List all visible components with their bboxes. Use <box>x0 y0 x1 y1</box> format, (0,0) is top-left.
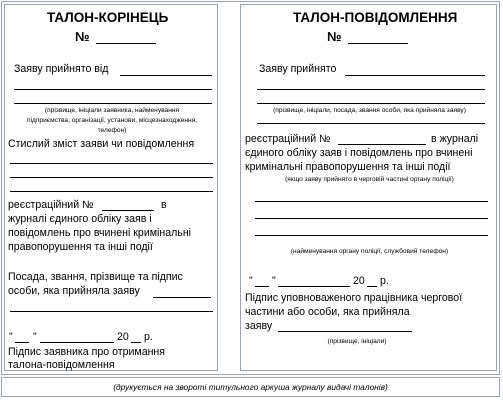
stub-signature-line-2: талона-повідомлення <box>8 359 115 371</box>
notice-date-quote-close: " <box>272 275 276 287</box>
notice-reg-line-3: кримінальні правопорушення та інші події <box>245 161 451 173</box>
stub-reg-line-2: журналі єдиного обліку заяв і <box>8 213 152 225</box>
stub-title: ТАЛОН-КОРІНЕЦЬ <box>47 10 169 25</box>
notice-date-year-line[interactable] <box>367 286 377 287</box>
notice-officer-note: (прізвище, ініціали, посада, звання особи, яка прийняла заяву) <box>273 107 466 114</box>
notice-number-line[interactable] <box>348 30 408 44</box>
stub-applicant-line-1[interactable] <box>14 89 212 90</box>
notice-signature-note: (прізвище, ініціали) <box>327 338 387 345</box>
stub-date-month-line[interactable] <box>40 342 114 343</box>
notice-reg-number-label: реєстраційний № <box>245 133 331 145</box>
stub-summary-line-1[interactable] <box>10 163 213 164</box>
stub-received-from-line[interactable] <box>120 75 212 76</box>
stub-position-line[interactable] <box>153 297 211 298</box>
stub-date-day-line[interactable] <box>15 342 29 343</box>
stub-applicant-line-2[interactable] <box>14 103 212 104</box>
notice-received-line[interactable] <box>345 75 485 76</box>
notice-title: ТАЛОН-ПОВІДОМЛЕННЯ <box>293 10 458 25</box>
stub-reg-number-line[interactable] <box>102 210 154 211</box>
notice-received-label: Заяву прийнято <box>259 63 337 75</box>
notice-reg-line-2: єдиного обліку заяв і повідомлень про вчинені <box>245 147 473 159</box>
stub-position-line-2: особи, яка прийняла заяву <box>8 285 140 297</box>
stub-reg-line-4: правопорушення та інші події <box>8 241 153 253</box>
stub-number-line[interactable] <box>96 30 156 44</box>
notice-number <box>327 29 408 44</box>
notice-police-note: (найменування органу поліції, службовий телефон) <box>290 248 449 255</box>
notice-date-day-line[interactable] <box>255 286 269 287</box>
notice-police-line-1[interactable] <box>255 201 488 202</box>
notice-reg-note: (якщо заяву прийнято в черговій частині органу поліції) <box>285 176 454 183</box>
stub-summary-line-2[interactable] <box>10 177 213 178</box>
notice-police-line-2[interactable] <box>255 218 488 219</box>
stub-date-quote-close: " <box>33 331 37 343</box>
notice-officer-line-2[interactable] <box>257 103 485 104</box>
notice-police-line-3[interactable] <box>255 235 488 236</box>
notice-signature-line-2: частини або особи, яка прийняла <box>245 306 410 318</box>
stub-reg-line-1-end: в <box>161 199 167 211</box>
stub-signature-line-1: Підпис заявника про отримання <box>8 346 166 358</box>
notice-date-quote-open: " <box>249 275 253 287</box>
stub-reg-line-1 <box>8 199 93 212</box>
stub-date-quote-open: " <box>9 331 13 343</box>
footer-note: (друкується на звороті титульного аркуша журналу видачі талонів) <box>1 377 500 397</box>
stub-summary-line-3[interactable] <box>10 191 213 192</box>
stub-number-label: № <box>75 29 90 44</box>
notice-panel <box>240 4 497 371</box>
notice-officer-line-1[interactable] <box>257 89 485 90</box>
notice-reg-number-line[interactable] <box>338 144 426 145</box>
notice-reg-line-1-end: в журналі <box>431 133 479 145</box>
stub-summary-label: Стислий зміст заяви чи повідомлення <box>8 138 195 150</box>
notice-signature-line-3: заяву <box>245 320 273 332</box>
stub-date-year-line[interactable] <box>131 342 141 343</box>
stub-reg-number-label: реєстраційний № <box>8 199 94 211</box>
stub-number <box>75 29 156 44</box>
stub-received-from-label: Заяву прийнято від <box>14 63 109 75</box>
stub-position-line-extra[interactable] <box>10 311 213 312</box>
stub-reg-line-3: повідомлень про вчинені кримінальні <box>8 227 192 239</box>
stub-applicant-note-1: (прізвище, ініціали заявника, найменування <box>44 107 180 114</box>
stub-applicant-note-3: телефон) <box>97 127 127 134</box>
stub-date-suffix: р. <box>144 331 153 343</box>
notice-signature-line[interactable] <box>278 331 412 332</box>
notice-date-month-line[interactable] <box>278 286 350 287</box>
notice-number-label: № <box>327 29 342 44</box>
stub-panel <box>4 4 218 371</box>
notice-signature-line-1: Підпис уповноваженого працівника чергової <box>245 292 463 304</box>
stub-date-year: 20 <box>117 331 129 343</box>
stub-position-line-1: Посада, звання, прізвище та підпис <box>8 271 183 283</box>
stub-applicant-note-2: підприємства, організації, установи, місцезнаходження, <box>26 117 198 124</box>
notice-officer-line-3[interactable] <box>257 123 485 124</box>
notice-date-suffix: р. <box>380 275 389 287</box>
notice-date-year: 20 <box>353 275 365 287</box>
